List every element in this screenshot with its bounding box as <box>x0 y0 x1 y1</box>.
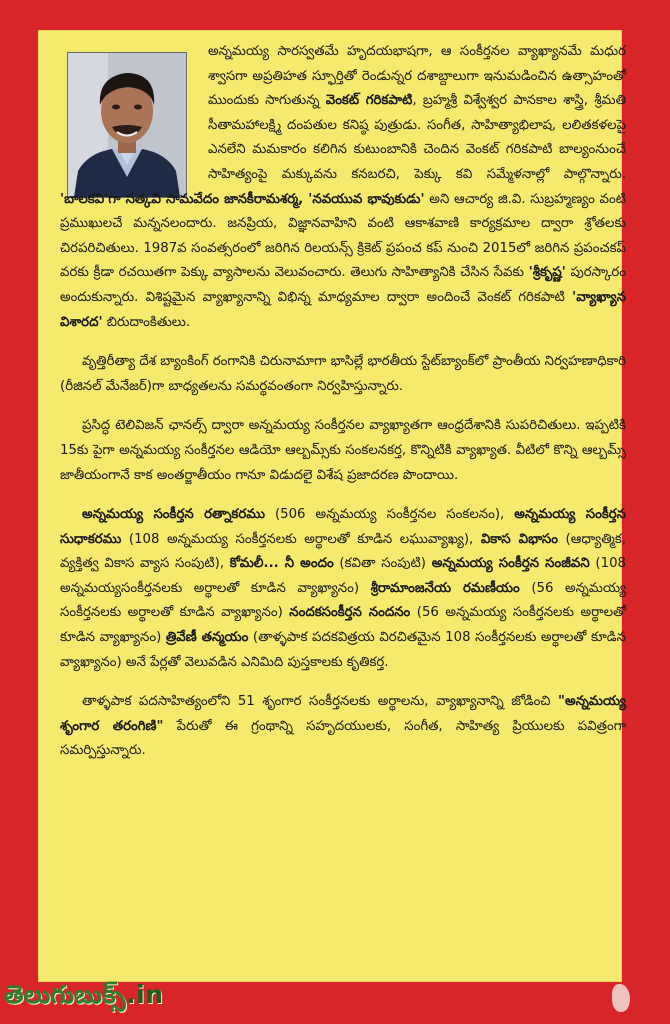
book-desc: (506 అన్నమయ్య సంకీర్తనల సంకలనం), <box>264 507 515 523</box>
author-bio-text <box>60 40 626 779</box>
bio-text: పేరుతో ఈ గ్రంథాన్ని సహృదయులకు, సంగీత, సాహిత్య ప్రియులకు పవిత్రంగా సమర్పిస్తున్నారు. <box>60 718 626 759</box>
watermark-domain: .in <box>126 980 164 1009</box>
book-desc: (56 అన్నమయ్య సంకీర్తనలకు అర్థాలతో కూడిన వ్యాఖ్యానం) <box>60 580 627 621</box>
site-watermark <box>4 980 164 1016</box>
bio-text: , బ్రహ్మశ్రీ విశ్వేశ్వర పానకాల శాస్త్రి, శ్రీమతి సీతామహాలక్ష్మి దంపతుల కనిష్ఠ పుత్రుడు. సంగీత, సాహిత్యాభిలాష, లలితకళలపై ఎనలేని మమకారం కలిగిన కుటుంబానికి చెందిన వెంకట్ గరికపాటి బాల్యంనుంచే సాహిత్యంపై మక్కువను కనబరచి, పెక్కు కవి సమ్మేళనాల్లో పాల్గొన్నారు. <box>208 93 626 182</box>
bio-text: అని ఆచార్య జి.వి. సుబ్రహ్మణ్యం వంటి ప్రముఖులచే మన్ననలందారు. జనప్రియ, విజ్ఞానవాహిని వంటి ఆకాశవాణి కార్యక్రమాల ద్వారా శ్రోతలకు చిరపరిచితులు. 1987వ సంవత్సరంలో జరిగిన రిలయన్స్ క్రికెట్ ప్రపంచ కప్ నుంచి 2015లో జరిగిన ప్రపంచకప్ వరకు క్రీడా రచయితగా పెక్కు వ్యాసాలను వెలువంచారు. తెలుగు సాహిత్యానికి చేసిన సేవకు <box>60 191 626 281</box>
book-title: నందకసంకీర్తన నందనం <box>289 605 411 621</box>
bio-paragraph-books <box>60 503 626 675</box>
bio-text: అన్నమయ్య సారస్వతమే హృదయభాషగా, ఆ సంకీర్తనల వ్యాఖ్యానమే మధుర శ్వాసగా అప్రతిహత స్ఫూర్తితో రెండున్నర దశాబ్దాలుగా ఇనుమడించిన ఉత్సాహంతో ముందుకు సాగుతున్న <box>208 44 626 109</box>
bio-text: వృత్తిరీత్యా దేశ బ్యాంకింగ్ రంగానికి చిరునామాగా భాసిల్లే భారతీయ స్టేట్‌బ్యాంక్‌లో ప్రాంతీయ నిర్వహణాధికారి (రీజినల్ మేనేజర్)గా బాధ్యతలను సమర్థవంతంగా నిర్వహిస్తున్నారు. <box>60 354 626 394</box>
book-desc: (తాళ్ళపాక పదకవిత్రయ విరచితమైన 108 సంకీర్తనలకు అర్థాలతో కూడిన వ్యాఖ్యానం) అనే పేర్లతో వెలువడిన ఎనిమిది పుస్తకాలకు కృతికర్త. <box>60 630 626 670</box>
bio-title-emphasis: 'బాలకవి'గా సత్కవి సామవేదం జానకీరామశర్మ, 'నవయువ భావుకుడు' <box>60 191 425 207</box>
cover-wear-mark <box>612 984 630 1012</box>
book-title: అన్నమయ్య సంకీర్తన సుధాకరము <box>60 507 626 547</box>
book-title: శ్రీరామాంజనేయ రమణీయం <box>370 580 520 596</box>
book-title: అన్నమయ్య సంకీర్తన సంజీవని <box>431 556 590 572</box>
book-desc: (56 అన్నమయ్య సంకీర్తనలకు అర్థాలతో కూడిన వ్యాఖ్యానం) <box>60 605 626 646</box>
bio-paragraph-5 <box>60 690 626 764</box>
book-desc: (108 అన్నమయ్య సంకీర్తనలకు అర్థాలతో కూడిన లఘువ్యాఖ్య), <box>121 531 481 547</box>
bio-paragraph-3 <box>60 414 626 488</box>
honor-title: 'వ్యాఖ్యాన విశారద' <box>60 289 626 330</box>
book-title: కోమలీ... నీ అందం <box>229 556 334 572</box>
bio-text: తాళ్ళపాక పదసాహిత్యంలోని 51 శృంగార సంకీర్తనలకు అర్థాలను, వ్యాఖ్యానాన్ని జోడించి <box>82 694 559 710</box>
bio-text: ప్రసిద్ధ టెలివిజన్ ఛానల్స్ ద్వారా అన్నమయ్య సంకీర్తనల వ్యాఖ్యాతగా ఆంధ్రదేశానికి సుపరిచితులు. ఇప్పటికి 15కు పైగా అన్నమయ్య సంకీర్తనల ఆడియో ఆల్బమ్స్‌కు సంకలనకర్త, కొన్నిటికి వ్యాఖ్యాత. వీటిలో కొన్ని ఆల్బమ్స్ జాతీయంగానే కాక అంతర్జాతీయం గానూ విడుదలై విశేష ప్రజాదరణ పొందాయి. <box>60 418 626 483</box>
photo-spacer <box>60 40 208 186</box>
book-desc: (108 అన్నమయ్యసంకీర్తనలకు అర్థాలతో కూడిన వ్యాఖ్యానం) <box>60 556 626 596</box>
watermark-text: తెలుగుబుక్స్ <box>4 980 127 1009</box>
book-desc: (కవితా సంపుటి) <box>333 556 432 572</box>
bio-text: పురస్కారం అందుకున్నారు. విశిష్టమైన వ్యాఖ్యానాన్ని విభిన్న మాధ్యమాల ద్వారా అందించే వెంకట్ గరికపాటి <box>60 265 627 305</box>
bio-paragraph-2 <box>60 350 626 399</box>
award-name: 'శ్రీకృష్ణ' <box>528 265 566 281</box>
book-desc: (ఆధ్యాత్మిక, వ్యక్తిత్వ వికాస వ్యాస సంపుటి), <box>60 531 626 572</box>
book-title: "అన్నమయ్య శృంగార తరంగిణి" <box>60 694 626 734</box>
book-title: అన్నమయ్య సంకీర్తన రత్నాకరము <box>82 507 265 523</box>
author-name: వెంకట్ గరికపాటి <box>325 93 413 109</box>
book-title: త్రివేణీ తన్మయం <box>165 630 249 646</box>
bio-text: బిరుదాంకితులు. <box>102 314 191 330</box>
book-title: వికాస విభాసం <box>480 531 559 547</box>
